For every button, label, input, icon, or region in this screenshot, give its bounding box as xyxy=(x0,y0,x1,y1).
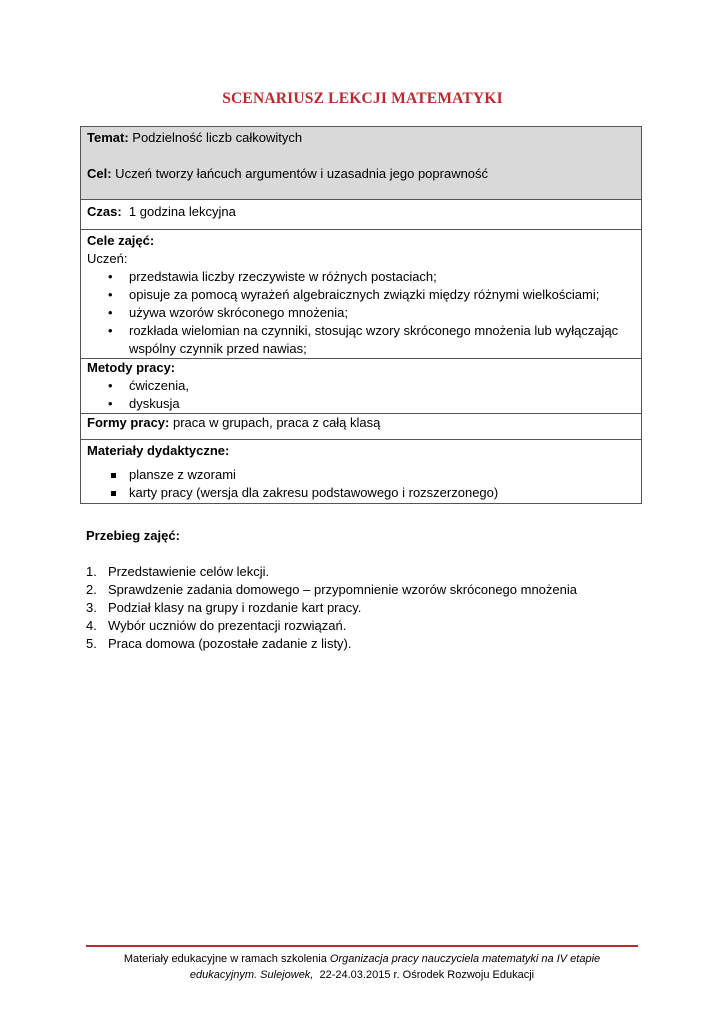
methods-label: Metody pracy: xyxy=(87,360,176,375)
list-item: 3. Podział klasy na grupy i rozdanie kart pracy. xyxy=(86,600,362,615)
topic-value: Podzielność liczb całkowitych xyxy=(128,130,303,145)
footer-line-1: Materiały edukacyjne w ramach szkolenia Organizacja pracy nauczyciela matematyki na IV etapie xyxy=(123,953,601,965)
list-item: 1. Przedstawienie celów lekcji. xyxy=(86,564,270,579)
duration-value: 1 godzina lekcyjna xyxy=(121,204,236,219)
duration-label: Czas: xyxy=(87,204,122,219)
list-item: • ćwiczenia, xyxy=(87,377,635,395)
topic-goal-row xyxy=(81,127,642,200)
objectives-list xyxy=(87,268,635,358)
list-item: • opisuje za pomocą wyrażeń algebraicznych związki między różnymi wielkościami; xyxy=(87,286,635,304)
objectives-cell xyxy=(81,230,642,359)
materials-row xyxy=(81,440,642,504)
topic-goal-cell xyxy=(81,127,642,200)
materials-label: Materiały dydaktyczne: xyxy=(87,443,230,458)
list-item: 2. Sprawdzenie zadania domowego – przypomnienie wzorów skróconego mnożenia xyxy=(86,582,577,597)
footer-line-2: edukacyjnym. Sulejowek, 22-24.03.2015 r. Ośrodek Rozwoju Edukacji xyxy=(189,969,535,981)
list-item: • używa wzorów skróconego mnożenia; xyxy=(87,304,635,322)
list-item: • dyskusja xyxy=(87,395,635,413)
topic-label: Temat: xyxy=(87,130,129,145)
forms-value: praca w grupach, praca z całą klasą xyxy=(169,415,381,430)
methods-row xyxy=(81,359,642,414)
list-item: plansze z wzorami xyxy=(87,466,635,484)
list-item: 5. Praca domowa (pozostałe zadanie z listy). xyxy=(86,636,352,651)
footer-divider xyxy=(86,945,638,947)
goal-line xyxy=(87,165,635,183)
topic-line xyxy=(87,129,635,147)
materials-cell xyxy=(81,440,642,504)
forms-cell xyxy=(81,414,642,440)
objectives-intro: Uczeń: xyxy=(87,251,128,266)
methods-list xyxy=(87,377,635,413)
duration-row xyxy=(81,200,642,230)
lesson-flow-heading: Przebieg zajęć: xyxy=(86,528,180,543)
goal-label: Cel: xyxy=(87,166,112,181)
duration-cell xyxy=(81,200,642,230)
forms-row xyxy=(81,414,642,440)
lesson-flow-list xyxy=(86,563,577,653)
materials-list xyxy=(87,466,635,502)
lesson-info-table xyxy=(80,126,642,504)
goal-value: Uczeń tworzy łańcuch argumentów i uzasadnia jego poprawność xyxy=(111,166,489,181)
page-title: SCENARIUSZ LEKCJI MATEMATYKI xyxy=(222,90,503,107)
methods-cell xyxy=(81,359,642,414)
objectives-label: Cele zajęć: xyxy=(87,233,155,248)
list-item: • rozkłada wielomian na czynniki, stosując wzory skróconego mnożenia lub wyłączając wspólny czynnik przed nawias; xyxy=(87,322,635,358)
objectives-row xyxy=(81,230,642,359)
list-item: karty pracy (wersja dla zakresu podstawowego i rozszerzonego) xyxy=(87,484,635,502)
forms-label: Formy pracy: xyxy=(87,415,170,430)
list-item: • przedstawia liczby rzeczywiste w różnych postaciach; xyxy=(87,268,635,286)
list-item: 4. Wybór uczniów do prezentacji rozwiązań. xyxy=(86,618,347,633)
